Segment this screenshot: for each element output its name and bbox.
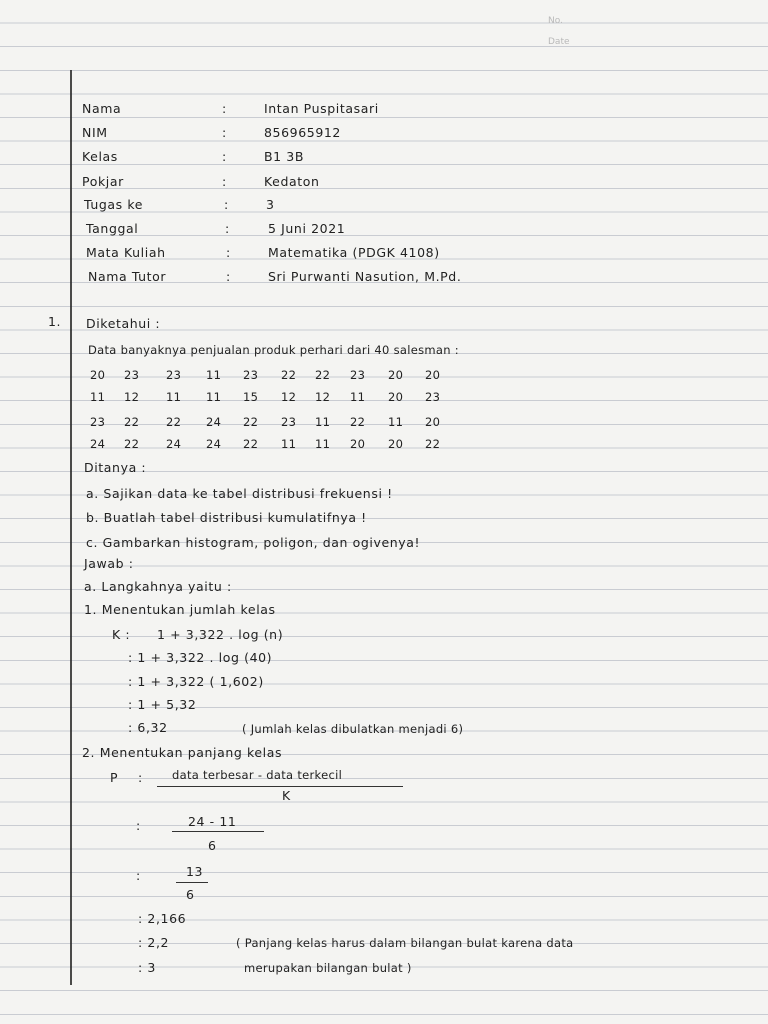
data-cell: 23 <box>425 390 441 404</box>
data-cell: 23 <box>281 415 297 429</box>
margin-line <box>70 70 72 985</box>
identity-label: Nama <box>82 101 122 116</box>
p-equals: : <box>138 770 143 785</box>
k-line: : 1 + 3,322 ( 1,602) <box>128 674 264 689</box>
k-line: 1 + 3,322 . log (n) <box>157 627 284 642</box>
k-line: : 1 + 5,32 <box>128 697 197 712</box>
data-cell: 22 <box>315 368 331 382</box>
fraction-denominator: K <box>282 788 291 803</box>
identity-value: Sri Purwanti Nasution, M.Pd. <box>268 269 462 284</box>
answer-step-a: a. Langkahnya yaitu : <box>84 579 232 594</box>
data-cell: 20 <box>425 368 441 382</box>
identity-label: Tugas ke <box>84 197 144 212</box>
data-cell: 22 <box>243 437 259 451</box>
data-cell: 24 <box>206 437 222 451</box>
data-cell: 20 <box>90 368 106 382</box>
data-cell: 23 <box>166 368 182 382</box>
identity-colon: : <box>222 125 227 140</box>
question-c: c. Gambarkan histogram, poligon, dan ogivenya! <box>86 535 421 550</box>
equals-colon: : <box>136 818 141 833</box>
identity-value: B1 3B <box>264 149 305 164</box>
data-cell: 23 <box>124 368 140 382</box>
identity-label: Tanggal <box>86 221 139 236</box>
data-cell: 22 <box>243 415 259 429</box>
data-cell: 11 <box>350 390 366 404</box>
data-cell: 15 <box>243 390 259 404</box>
data-cell: 22 <box>124 415 140 429</box>
p-label: P <box>110 770 119 785</box>
fraction-bar <box>176 882 208 883</box>
data-cell: 20 <box>425 415 441 429</box>
identity-value: 3 <box>266 197 275 212</box>
data-cell: 24 <box>90 437 106 451</box>
data-cell: 22 <box>166 415 182 429</box>
data-cell: 23 <box>243 368 259 382</box>
identity-label: Kelas <box>82 149 118 164</box>
fraction-numerator: 24 - 11 <box>188 814 237 829</box>
data-cell: 22 <box>350 415 366 429</box>
fraction-bar <box>172 831 264 832</box>
corner-date-label: Date <box>548 37 570 47</box>
identity-label: NIM <box>82 125 108 140</box>
ditanya-heading: Ditanya : <box>84 460 147 475</box>
result-line: : 3 <box>138 960 156 975</box>
step-2-heading: 2. Menentukan panjang kelas <box>82 745 283 760</box>
identity-value: 5 Juni 2021 <box>268 221 346 236</box>
fraction-bar <box>157 786 403 787</box>
data-cell: 11 <box>388 415 404 429</box>
identity-colon: : <box>225 221 230 236</box>
data-cell: 12 <box>281 390 297 404</box>
identity-value: 856965912 <box>264 125 341 140</box>
data-cell: 12 <box>124 390 140 404</box>
result-note: ( Panjang kelas harus dalam bilangan bulat karena data <box>236 936 574 950</box>
fraction-denominator: 6 <box>208 838 217 853</box>
data-cell: 11 <box>90 390 106 404</box>
result-line: : 2,2 <box>138 935 170 950</box>
step-1-heading: 1. Menentukan jumlah kelas <box>84 602 276 617</box>
k-note: ( Jumlah kelas dibulatkan menjadi 6) <box>242 722 464 736</box>
equals-colon: : <box>136 868 141 883</box>
identity-colon: : <box>222 149 227 164</box>
question-a: a. Sajikan data ke tabel distribusi frekuensi ! <box>86 486 393 501</box>
jawab-heading: Jawab : <box>84 556 134 571</box>
identity-colon: : <box>226 245 231 260</box>
identity-colon: : <box>222 174 227 189</box>
k-line: : 1 + 3,322 . log (40) <box>128 650 273 665</box>
identity-colon: : <box>222 101 227 116</box>
question-b: b. Buatlah tabel distribusi kumulatifnya ! <box>86 510 367 525</box>
data-cell: 23 <box>350 368 366 382</box>
k-line: : 6,32 <box>128 720 168 735</box>
result-note: merupakan bilangan bulat ) <box>244 961 412 975</box>
identity-value: Matematika (PDGK 4108) <box>268 245 440 260</box>
data-cell: 11 <box>315 415 331 429</box>
data-cell: 20 <box>350 437 366 451</box>
data-cell: 20 <box>388 390 404 404</box>
data-cell: 11 <box>281 437 297 451</box>
result-line: : 2,166 <box>138 911 187 926</box>
fraction-numerator: 13 <box>186 864 204 879</box>
k-label: K : <box>112 627 131 642</box>
fraction-denominator: 6 <box>186 887 195 902</box>
data-cell: 22 <box>124 437 140 451</box>
data-cell: 22 <box>281 368 297 382</box>
diketahui-heading: Diketahui : <box>86 316 161 331</box>
identity-label: Pokjar <box>82 174 124 189</box>
identity-value: Kedaton <box>264 174 320 189</box>
identity-value: Intan Puspitasari <box>264 101 379 116</box>
data-cell: 11 <box>315 437 331 451</box>
data-cell: 22 <box>425 437 441 451</box>
data-cell: 11 <box>166 390 182 404</box>
question-number: 1. <box>48 314 62 329</box>
data-cell: 20 <box>388 437 404 451</box>
identity-label: Nama Tutor <box>88 269 167 284</box>
identity-label: Mata Kuliah <box>86 245 166 260</box>
data-cell: 24 <box>206 415 222 429</box>
identity-colon: : <box>224 197 229 212</box>
data-cell: 11 <box>206 390 222 404</box>
fraction-numerator: data terbesar - data terkecil <box>172 768 343 782</box>
data-cell: 24 <box>166 437 182 451</box>
data-cell: 20 <box>388 368 404 382</box>
data-description: Data banyaknya penjualan produk perhari dari 40 salesman : <box>88 343 459 357</box>
data-cell: 11 <box>206 368 222 382</box>
data-cell: 23 <box>90 415 106 429</box>
identity-colon: : <box>226 269 231 284</box>
corner-no-label: No. <box>548 16 563 26</box>
data-cell: 12 <box>315 390 331 404</box>
